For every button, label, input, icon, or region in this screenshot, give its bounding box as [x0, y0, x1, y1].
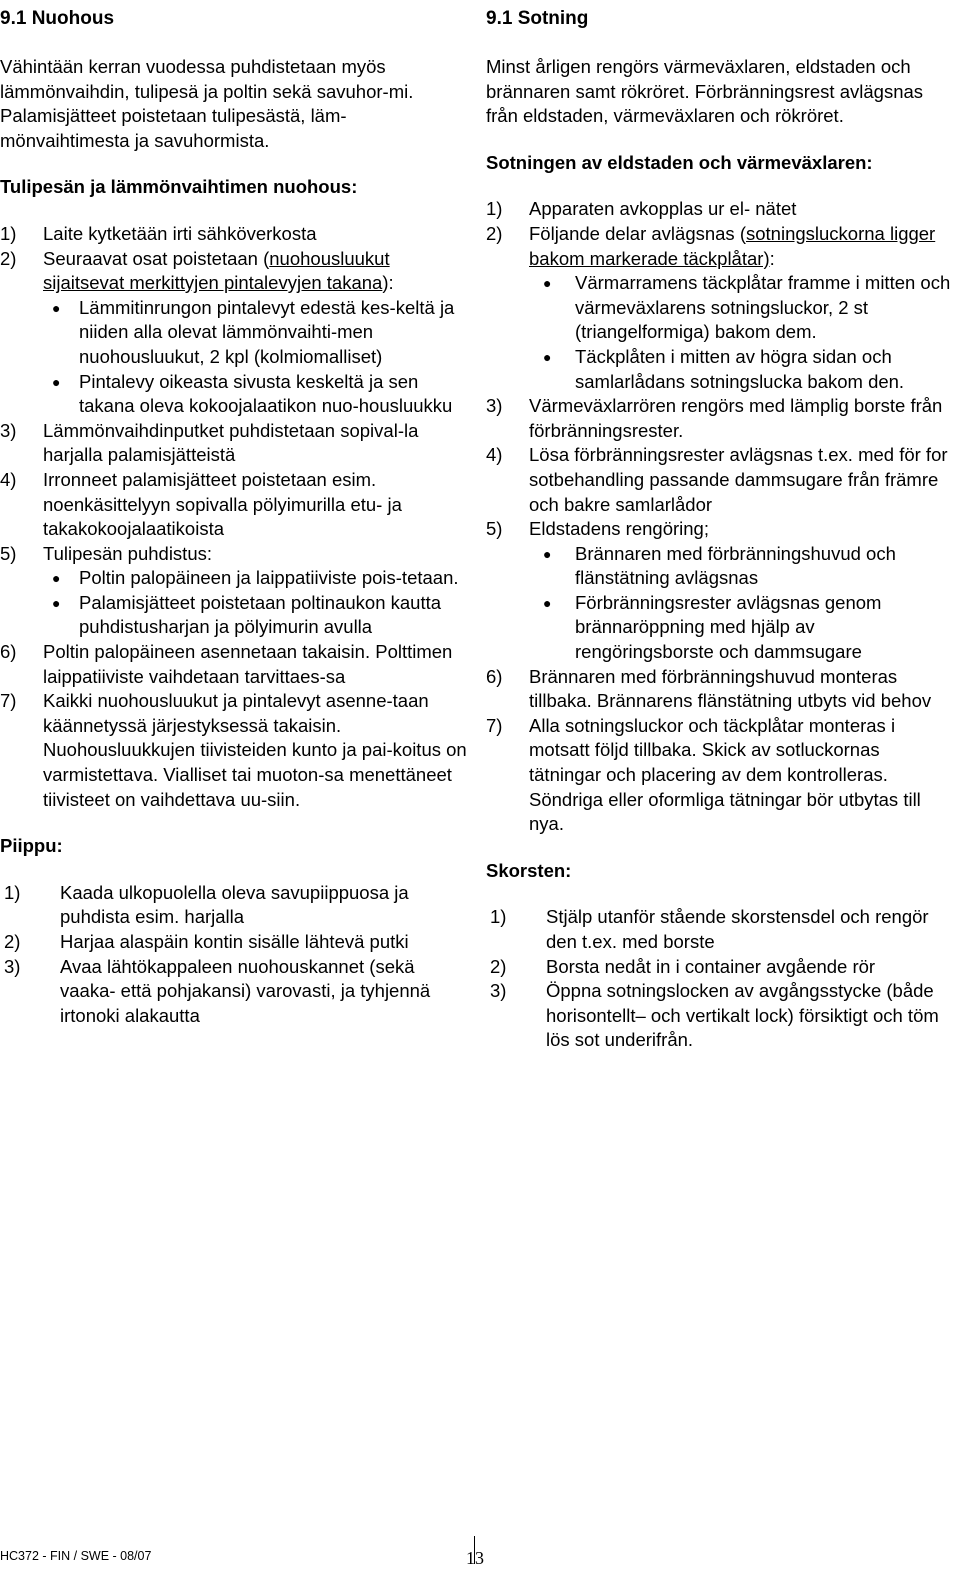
- step-1: 1) Laite kytketään irti sähköverkosta: [0, 222, 317, 244]
- bullet-icon: ●: [543, 545, 552, 562]
- cleaning-steps-sv: [486, 197, 954, 836]
- chimney-step-2: 2) Harjaa alaspäin kontin sisälle lähtevä putki: [4, 931, 409, 952]
- step-5-bullets: [529, 542, 954, 665]
- document-code: HC372 - FIN / SWE - 08/07: [0, 1549, 152, 1563]
- intro-paragraph-fi: Vähintään kerran vuodessa puhdistetaan myös lämmönvaihdin, tulipesä ja poltin sekä savuhor-mi. Palamisjätteet poistetaan tulipesästä, läm-mönvaihtimesta ja savuhormista.: [0, 56, 414, 151]
- bullet-item: ● Pintalevy oikeasta sivusta keskeltä ja sen takana oleva kokoojalaatikon nuo-housluukku: [52, 370, 453, 417]
- subheading-chimney-fi: Piippu:: [0, 835, 63, 857]
- step-1: 1) Apparaten avkopplas ur el- nätet: [486, 198, 797, 220]
- chimney-step-2: 2) Borsta nedåt in i container avgående rör: [490, 955, 876, 977]
- bullet-item: ● Förbränningsrester avlägsnas genom brännaröppning med hjälp av rengöringsborste och dammsugare: [543, 591, 882, 663]
- underlined-note: sotningsluckorna ligger bakom markerade täckplåtar): [529, 222, 936, 269]
- step-2: 2) Följande delar avlägsnas (sotningsluckorna ligger bakom markerade täckplåtar): ● Värmarramens täckplåtar framme i mitten och värmeväxlarens sotningsluckor, 2 st (triangelformiga) bakom dem. ● Täckplåten i mitten av högra sidan och samlarlådans sotningslucka bakom den.: [486, 222, 954, 394]
- bullet-item: ● Palamisjätteet poistetaan poltinaukon kautta puhdistusharjan ja pölyimurin avulla: [52, 591, 442, 638]
- page-number: 13: [466, 1548, 484, 1568]
- step-2-bullets: [529, 271, 954, 394]
- bullet-item: ● Täckplåten i mitten av högra sidan och samlarlådans sotningslucka bakom den.: [543, 345, 905, 392]
- step-7: 7) Kaikki nuohousluukut ja pintalevyt asenne-taan käännetyssä järjestyksessä takaisin. Nuohousluukkujen tiivisteiden kunto ja pai-koitus on varmistettava. Vialliset tai muoton-sa menettäneet tiivisteet on vaihdettava uu-siin.: [0, 690, 467, 810]
- chimney-step-1: 1) Kaada ulkopuolella oleva savupiippuosa ja puhdista esim. harjalla: [4, 881, 409, 928]
- subheading-furnace-sv: Sotningen av eldstaden och värmeväxlaren:: [486, 151, 873, 173]
- subheading-furnace-fi: Tulipesän ja lämmönvaihtimen nuohous:: [0, 176, 358, 198]
- step-3: 3) Värmeväxlarrören rengörs med lämplig borste från förbränningsrester.: [486, 395, 943, 441]
- step-4: 4) Lösa förbränningsrester avlägsnas t.ex. med för for sotbehandling passande dammsugare från främre och bakre samlarlådor: [486, 444, 948, 515]
- finnish-column: [0, 6, 470, 1028]
- step-6: 6) Brännaren med förbränningshuvud monteras tillbaka. Brännarens flänstätning utbyts vid behov: [486, 665, 932, 712]
- bullet-icon: ●: [52, 594, 61, 611]
- step-3: 3) Lämmönvaihdinputket puhdistetaan sopival-la harjalla palamisjätteistä: [0, 419, 419, 466]
- section-heading-fi: 9.1 Nuohous: [0, 8, 115, 29]
- bullet-icon: ●: [543, 594, 552, 611]
- bullet-icon: ●: [52, 373, 61, 390]
- bullet-icon: ●: [543, 348, 552, 365]
- chimney-step-3: 3) Avaa lähtökappaleen nuohouskannet (sekä vaaka- että pohjakansi) varovasti, ja tyhjennä irtonoki alakautta: [4, 955, 431, 1026]
- step-5: 5) Tulipesän puhdistus: ● Poltin palopäineen ja laippatiiviste pois-tetaan. ● Palamisjätteet poistetaan poltinaukon kautta puhdistusharjan ja pölyimurin avulla: [0, 542, 470, 640]
- cleaning-steps-fi: [0, 222, 470, 812]
- underlined-note: nuohousluukut sijaitsevat merkittyjen pintalevyjen takana: [43, 247, 390, 294]
- section-heading-sv: 9.1 Sotning: [486, 8, 589, 29]
- chimney-steps-fi: [0, 881, 470, 1029]
- chimney-step-1: 1) Stjälp utanför stående skorstensdel och rengör den t.ex. med borste: [490, 906, 929, 952]
- step-4: 4) Irronneet palamisjätteet poistetaan esim. noenkäsittelyyn sopivalla pölyimurilla etu- ja takakokoojalaatikoista: [0, 468, 402, 540]
- step-5-bullets: [43, 566, 470, 640]
- bullet-icon: ●: [543, 275, 552, 292]
- step-6: 6) Poltin palopäineen asennetaan takaisin. Polttimen laippatiiviste vaihdetaan tarvittaes-sa: [0, 641, 453, 687]
- subheading-chimney-sv: Skorsten:: [486, 859, 572, 881]
- swedish-column: [486, 6, 954, 1053]
- step-2: 2) Seuraavat osat poistetaan (nuohousluukut sijaitsevat merkittyjen pintalevyjen takana): ● Lämmitinrungon pintalevyt edestä kes-keltä ja niiden alla olevat lämmönvaihti-men nuohousluukut, 2 kpl (kolmiomalliset) ● Pintalevy oikeasta sivusta keskeltä ja sen takana oleva kokoojalaatikon nuo-housluukku: [0, 247, 470, 419]
- chimney-steps-sv: [486, 905, 954, 1053]
- bullet-item: ● Lämmitinrungon pintalevyt edestä kes-keltä ja niiden alla olevat lämmönvaihti-men nuohousluukut, 2 kpl (kolmiomalliset): [52, 296, 455, 367]
- intro-paragraph-sv: Minst årligen rengörs värmeväxlaren, eldstaden och brännaren samt rökröret. Förbränningsrest avlägsnas från eldstaden, värmeväxlaren och rökröret.: [486, 56, 924, 127]
- bullet-item: ● Poltin palopäineen ja laippatiiviste pois-tetaan.: [43, 566, 470, 591]
- bullet-icon: ●: [52, 299, 61, 316]
- bullet-item: ● Brännaren med förbränningshuvud och flänstätning avlägsnas: [543, 542, 896, 589]
- step-5: 5) Eldstadens rengöring; ● Brännaren med förbränningshuvud och flänstätning avlägsnas ● Förbränningsrester avlägsnas genom brännaröppning med hjälp av rengöringsborste och dammsugare: [486, 517, 954, 665]
- bullet-item: ● Värmarramens täckplåtar framme i mitten och värmeväxlarens sotningsluckor, 2 st (triangelformiga) bakom dem.: [543, 272, 951, 343]
- step-7: 7) Alla sotningsluckor och täckplåtar monteras i motsatt följd tillbaka. Skick av sotluckornas tätningar och placering av dem kontrolleras. Söndriga eller oformliga tätningar bör utbytas till nya.: [486, 714, 921, 835]
- step-2-bullets: [43, 296, 470, 419]
- chimney-step-3: 3) Öppna sotningslocken av avgångsstycke (både horisontellt– och vertikalt lock) försiktigt och töm lös sot underifrån.: [490, 980, 939, 1051]
- bullet-icon: ●: [52, 570, 61, 587]
